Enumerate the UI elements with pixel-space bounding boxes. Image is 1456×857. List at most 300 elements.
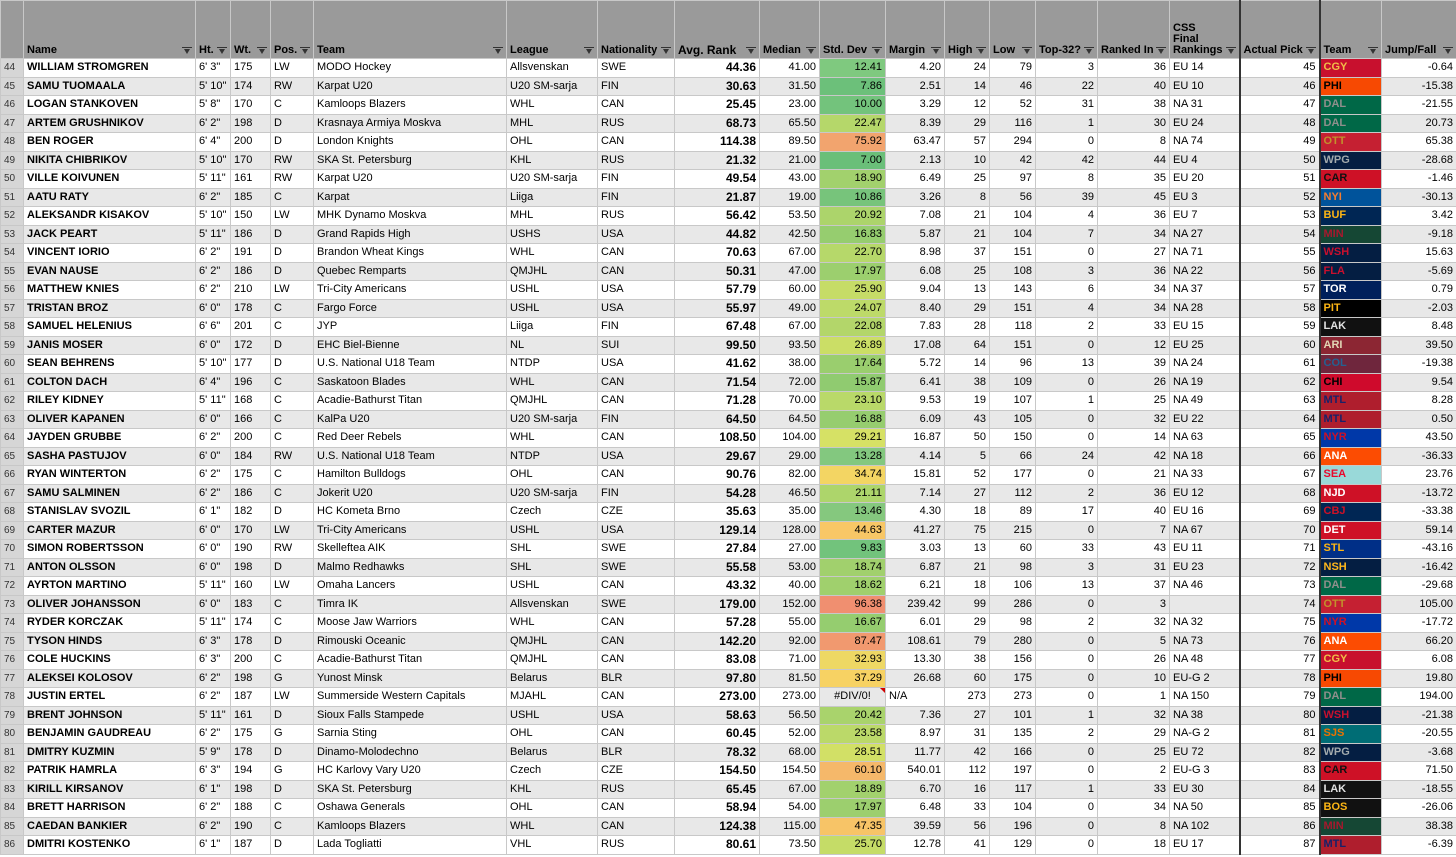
margin-cell[interactable]: 3.03 [886, 540, 945, 559]
filter-icon[interactable] [746, 47, 756, 55]
css-ranking-cell[interactable]: EU 24 [1170, 114, 1240, 133]
high-cell[interactable]: 25 [945, 170, 990, 189]
position-cell[interactable]: G [271, 725, 314, 744]
avg-rank-cell[interactable]: 71.54 [675, 373, 760, 392]
league-cell[interactable]: VHL [507, 836, 598, 855]
top32-cell[interactable]: 13 [1036, 577, 1098, 596]
median-cell[interactable]: 53.50 [760, 207, 820, 226]
ranked-in-cell[interactable]: 29 [1098, 725, 1170, 744]
height-cell[interactable]: 6' 3" [196, 651, 231, 670]
high-cell[interactable]: 27 [945, 706, 990, 725]
actual-pick-cell[interactable]: 56 [1240, 262, 1320, 281]
draft-team-cell[interactable]: OTT [1320, 595, 1382, 614]
draft-team-cell[interactable]: DET [1320, 521, 1382, 540]
position-cell[interactable]: C [271, 651, 314, 670]
league-cell[interactable]: U20 SM-sarja [507, 484, 598, 503]
low-cell[interactable]: 112 [990, 484, 1036, 503]
league-cell[interactable]: U20 SM-sarja [507, 410, 598, 429]
top32-cell[interactable]: 3 [1036, 59, 1098, 78]
avg-rank-cell[interactable]: 142.20 [675, 632, 760, 651]
junior-team-cell[interactable]: Omaha Lancers [314, 577, 507, 596]
league-cell[interactable]: USHS [507, 225, 598, 244]
junior-team-cell[interactable]: Hamilton Bulldogs [314, 466, 507, 485]
league-cell[interactable]: USHL [507, 521, 598, 540]
jump-fall-cell[interactable]: -5.69 [1382, 262, 1456, 281]
std-dev-cell[interactable]: 7.86 [820, 77, 886, 96]
league-cell[interactable]: QMJHL [507, 632, 598, 651]
high-cell[interactable]: 13 [945, 540, 990, 559]
player-name-cell[interactable]: JAYDEN GRUBBE [24, 429, 196, 448]
player-name-cell[interactable]: OLIVER KAPANEN [24, 410, 196, 429]
junior-team-cell[interactable]: HC Kometa Brno [314, 503, 507, 522]
draft-team-cell[interactable]: DAL [1320, 96, 1382, 115]
table-row[interactable] [1, 188, 1456, 207]
jump-fall-cell[interactable]: -20.55 [1382, 725, 1456, 744]
junior-team-cell[interactable]: MHK Dynamo Moskva [314, 207, 507, 226]
low-cell[interactable]: 52 [990, 96, 1036, 115]
std-dev-cell[interactable]: 28.51 [820, 743, 886, 762]
table-row[interactable] [1, 262, 1456, 281]
avg-rank-cell[interactable]: 30.63 [675, 77, 760, 96]
ranked-in-cell[interactable]: 37 [1098, 577, 1170, 596]
jump-fall-cell[interactable]: -15.38 [1382, 77, 1456, 96]
avg-rank-cell[interactable]: 273.00 [675, 688, 760, 707]
table-row[interactable] [1, 392, 1456, 411]
junior-team-cell[interactable]: Karpat U20 [314, 77, 507, 96]
margin-cell[interactable]: 2.13 [886, 151, 945, 170]
jump-fall-cell[interactable]: 71.50 [1382, 762, 1456, 781]
junior-team-cell[interactable]: Saskatoon Blades [314, 373, 507, 392]
row-number-cell[interactable]: 85 [1, 817, 24, 836]
css-ranking-cell[interactable]: EU 25 [1170, 336, 1240, 355]
league-cell[interactable]: WHL [507, 817, 598, 836]
top32-cell[interactable]: 4 [1036, 299, 1098, 318]
median-cell[interactable]: 27.00 [760, 540, 820, 559]
table-row[interactable] [1, 651, 1456, 670]
draft-team-cell[interactable]: WPG [1320, 151, 1382, 170]
table-row[interactable] [1, 77, 1456, 96]
nationality-cell[interactable]: USA [598, 706, 675, 725]
height-cell[interactable]: 6' 2" [196, 688, 231, 707]
css-ranking-cell[interactable]: NA-G 2 [1170, 725, 1240, 744]
margin-cell[interactable]: 3.26 [886, 188, 945, 207]
nationality-cell[interactable]: CAN [598, 262, 675, 281]
css-ranking-cell[interactable]: EU-G 3 [1170, 762, 1240, 781]
nationality-cell[interactable]: CZE [598, 503, 675, 522]
filter-icon[interactable] [217, 47, 227, 55]
jump-fall-cell[interactable]: -30.13 [1382, 188, 1456, 207]
position-cell[interactable]: C [271, 614, 314, 633]
position-cell[interactable]: RW [271, 540, 314, 559]
margin-cell[interactable]: 239.42 [886, 595, 945, 614]
player-name-cell[interactable]: VINCENT IORIO [24, 244, 196, 263]
high-cell[interactable]: 29 [945, 299, 990, 318]
median-cell[interactable]: 43.00 [760, 170, 820, 189]
position-cell[interactable]: G [271, 762, 314, 781]
std-dev-cell[interactable]: 10.86 [820, 188, 886, 207]
league-cell[interactable]: OHL [507, 133, 598, 152]
top32-cell[interactable]: 6 [1036, 281, 1098, 300]
jump-fall-cell[interactable]: -28.68 [1382, 151, 1456, 170]
height-cell[interactable]: 6' 2" [196, 725, 231, 744]
position-cell[interactable]: D [271, 743, 314, 762]
weight-cell[interactable]: 182 [231, 503, 271, 522]
std-dev-cell[interactable]: 26.89 [820, 336, 886, 355]
player-name-cell[interactable]: RILEY KIDNEY [24, 392, 196, 411]
junior-team-cell[interactable]: Summerside Western Capitals [314, 688, 507, 707]
actual-pick-cell[interactable]: 82 [1240, 743, 1320, 762]
nationality-cell[interactable]: RUS [598, 836, 675, 855]
margin-cell[interactable]: 9.04 [886, 281, 945, 300]
weight-cell[interactable]: 175 [231, 466, 271, 485]
row-number-cell[interactable]: 49 [1, 151, 24, 170]
margin-cell[interactable]: 540.01 [886, 762, 945, 781]
ranked-in-cell[interactable]: 2 [1098, 762, 1170, 781]
actual-pick-cell[interactable]: 83 [1240, 762, 1320, 781]
nationality-cell[interactable]: SWE [598, 558, 675, 577]
height-cell[interactable]: 6' 1" [196, 503, 231, 522]
actual-pick-cell[interactable]: 55 [1240, 244, 1320, 263]
row-number-cell[interactable]: 56 [1, 281, 24, 300]
margin-cell[interactable]: 11.77 [886, 743, 945, 762]
jump-fall-cell[interactable]: 19.80 [1382, 669, 1456, 688]
draft-team-cell[interactable]: TOR [1320, 281, 1382, 300]
height-cell[interactable]: 6' 0" [196, 595, 231, 614]
player-name-cell[interactable]: ALEKSEI KOLOSOV [24, 669, 196, 688]
jump-fall-cell[interactable]: 38.38 [1382, 817, 1456, 836]
nationality-cell[interactable]: CAN [598, 614, 675, 633]
avg-rank-cell[interactable]: 54.28 [675, 484, 760, 503]
league-cell[interactable]: Belarus [507, 743, 598, 762]
table-row[interactable] [1, 558, 1456, 577]
weight-cell[interactable]: 187 [231, 688, 271, 707]
junior-team-cell[interactable]: Oshawa Generals [314, 799, 507, 818]
weight-cell[interactable]: 201 [231, 318, 271, 337]
margin-cell[interactable]: 17.08 [886, 336, 945, 355]
ranked-in-cell[interactable]: 10 [1098, 669, 1170, 688]
actual-pick-cell[interactable]: 51 [1240, 170, 1320, 189]
std-dev-cell[interactable]: 96.38 [820, 595, 886, 614]
std-dev-cell[interactable]: 13.46 [820, 503, 886, 522]
junior-team-cell[interactable]: SKA St. Petersburg [314, 780, 507, 799]
avg-rank-cell[interactable]: 58.63 [675, 706, 760, 725]
nationality-cell[interactable]: CAN [598, 133, 675, 152]
weight-cell[interactable]: 150 [231, 207, 271, 226]
top32-cell[interactable]: 0 [1036, 133, 1098, 152]
std-dev-cell[interactable]: 23.58 [820, 725, 886, 744]
margin-cell[interactable]: 6.41 [886, 373, 945, 392]
jump-fall-cell[interactable]: -6.39 [1382, 836, 1456, 855]
row-number-cell[interactable]: 63 [1, 410, 24, 429]
top32-cell[interactable]: 0 [1036, 836, 1098, 855]
filter-icon[interactable] [493, 47, 503, 55]
table-row[interactable] [1, 225, 1456, 244]
ranked-in-cell[interactable]: 33 [1098, 780, 1170, 799]
weight-cell[interactable]: 174 [231, 77, 271, 96]
player-name-cell[interactable]: SEAN BEHRENS [24, 355, 196, 374]
player-name-cell[interactable]: KIRILL KIRSANOV [24, 780, 196, 799]
junior-team-cell[interactable]: Tri-City Americans [314, 281, 507, 300]
player-name-cell[interactable]: JUSTIN ERTEL [24, 688, 196, 707]
height-cell[interactable]: 6' 0" [196, 558, 231, 577]
player-name-cell[interactable]: SASHA PASTUJOV [24, 447, 196, 466]
margin-cell[interactable]: 6.01 [886, 614, 945, 633]
median-cell[interactable]: 41.00 [760, 59, 820, 78]
margin-cell[interactable]: 8.98 [886, 244, 945, 263]
position-cell[interactable]: D [271, 225, 314, 244]
header-name[interactable]: Name [24, 1, 196, 59]
junior-team-cell[interactable]: Fargo Force [314, 299, 507, 318]
player-name-cell[interactable]: PATRIK HAMRLA [24, 762, 196, 781]
draft-team-cell[interactable]: CHI [1320, 373, 1382, 392]
height-cell[interactable]: 6' 2" [196, 244, 231, 263]
css-ranking-cell[interactable]: NA 33 [1170, 466, 1240, 485]
weight-cell[interactable]: 200 [231, 133, 271, 152]
low-cell[interactable]: 101 [990, 706, 1036, 725]
weight-cell[interactable]: 198 [231, 669, 271, 688]
jump-fall-cell[interactable]: 0.79 [1382, 281, 1456, 300]
low-cell[interactable]: 294 [990, 133, 1036, 152]
margin-cell[interactable]: 6.08 [886, 262, 945, 281]
margin-cell[interactable]: 4.20 [886, 59, 945, 78]
median-cell[interactable]: 65.50 [760, 114, 820, 133]
top32-cell[interactable]: 1 [1036, 114, 1098, 133]
median-cell[interactable]: 52.00 [760, 725, 820, 744]
actual-pick-cell[interactable]: 60 [1240, 336, 1320, 355]
nationality-cell[interactable]: RUS [598, 207, 675, 226]
jump-fall-cell[interactable]: 194.00 [1382, 688, 1456, 707]
position-cell[interactable]: LW [271, 688, 314, 707]
nationality-cell[interactable]: CAN [598, 429, 675, 448]
low-cell[interactable]: 79 [990, 59, 1036, 78]
top32-cell[interactable]: 42 [1036, 151, 1098, 170]
css-ranking-cell[interactable]: NA 19 [1170, 373, 1240, 392]
ranked-in-cell[interactable]: 36 [1098, 59, 1170, 78]
avg-rank-cell[interactable]: 57.28 [675, 614, 760, 633]
draft-team-cell[interactable]: COL [1320, 355, 1382, 374]
position-cell[interactable]: C [271, 373, 314, 392]
weight-cell[interactable]: 190 [231, 540, 271, 559]
junior-team-cell[interactable]: Lada Togliatti [314, 836, 507, 855]
high-cell[interactable]: 19 [945, 392, 990, 411]
draft-team-cell[interactable]: STL [1320, 540, 1382, 559]
top32-cell[interactable]: 0 [1036, 669, 1098, 688]
header-height[interactable]: Ht. [196, 1, 231, 59]
high-cell[interactable]: 43 [945, 410, 990, 429]
margin-cell[interactable]: 4.30 [886, 503, 945, 522]
median-cell[interactable]: 154.50 [760, 762, 820, 781]
header-median[interactable]: Median [760, 1, 820, 59]
junior-team-cell[interactable]: Tri-City Americans [314, 521, 507, 540]
high-cell[interactable]: 25 [945, 262, 990, 281]
position-cell[interactable]: RW [271, 151, 314, 170]
median-cell[interactable]: 67.00 [760, 318, 820, 337]
junior-team-cell[interactable]: KalPa U20 [314, 410, 507, 429]
low-cell[interactable]: 104 [990, 799, 1036, 818]
std-dev-cell[interactable]: 25.90 [820, 281, 886, 300]
jump-fall-cell[interactable]: 59.14 [1382, 521, 1456, 540]
position-cell[interactable]: LW [271, 521, 314, 540]
top32-cell[interactable]: 0 [1036, 817, 1098, 836]
position-cell[interactable]: C [271, 188, 314, 207]
std-dev-cell[interactable]: 18.89 [820, 780, 886, 799]
player-name-cell[interactable]: MATTHEW KNIES [24, 281, 196, 300]
high-cell[interactable]: 37 [945, 244, 990, 263]
weight-cell[interactable]: 210 [231, 281, 271, 300]
low-cell[interactable]: 109 [990, 373, 1036, 392]
league-cell[interactable]: MHL [507, 207, 598, 226]
row-number-cell[interactable]: 54 [1, 244, 24, 263]
junior-team-cell[interactable]: Yunost Minsk [314, 669, 507, 688]
high-cell[interactable]: 112 [945, 762, 990, 781]
median-cell[interactable]: 23.00 [760, 96, 820, 115]
actual-pick-cell[interactable]: 69 [1240, 503, 1320, 522]
std-dev-cell[interactable]: 25.70 [820, 836, 886, 855]
margin-cell[interactable]: 6.09 [886, 410, 945, 429]
margin-cell[interactable]: 6.21 [886, 577, 945, 596]
league-cell[interactable]: QMJHL [507, 392, 598, 411]
header-std-dev[interactable]: Std. Dev [820, 1, 886, 59]
table-row[interactable] [1, 540, 1456, 559]
height-cell[interactable]: 5' 11" [196, 577, 231, 596]
std-dev-cell[interactable]: 16.67 [820, 614, 886, 633]
top32-cell[interactable]: 0 [1036, 373, 1098, 392]
median-cell[interactable]: 38.00 [760, 355, 820, 374]
css-ranking-cell[interactable]: NA 27 [1170, 225, 1240, 244]
row-number-cell[interactable]: 81 [1, 743, 24, 762]
top32-cell[interactable]: 33 [1036, 540, 1098, 559]
actual-pick-cell[interactable]: 67 [1240, 466, 1320, 485]
junior-team-cell[interactable]: Karpat [314, 188, 507, 207]
weight-cell[interactable]: 178 [231, 299, 271, 318]
header-jump-fall[interactable]: Jump/Fall [1382, 1, 1456, 59]
low-cell[interactable]: 156 [990, 651, 1036, 670]
height-cell[interactable]: 6' 0" [196, 447, 231, 466]
height-cell[interactable]: 6' 2" [196, 114, 231, 133]
ranked-in-cell[interactable]: 12 [1098, 336, 1170, 355]
median-cell[interactable]: 81.50 [760, 669, 820, 688]
top32-cell[interactable]: 0 [1036, 743, 1098, 762]
std-dev-cell[interactable]: 7.00 [820, 151, 886, 170]
margin-cell[interactable]: 3.29 [886, 96, 945, 115]
position-cell[interactable]: D [271, 836, 314, 855]
league-cell[interactable]: U20 SM-sarja [507, 77, 598, 96]
margin-cell[interactable]: 15.81 [886, 466, 945, 485]
median-cell[interactable]: 93.50 [760, 336, 820, 355]
draft-team-cell[interactable]: MIN [1320, 817, 1382, 836]
actual-pick-cell[interactable]: 57 [1240, 281, 1320, 300]
median-cell[interactable]: 56.50 [760, 706, 820, 725]
draft-team-cell[interactable]: NYR [1320, 429, 1382, 448]
height-cell[interactable]: 6' 2" [196, 262, 231, 281]
draft-team-cell[interactable]: CGY [1320, 651, 1382, 670]
actual-pick-cell[interactable]: 54 [1240, 225, 1320, 244]
weight-cell[interactable]: 190 [231, 817, 271, 836]
std-dev-cell[interactable]: 24.07 [820, 299, 886, 318]
jump-fall-cell[interactable]: 20.73 [1382, 114, 1456, 133]
top32-cell[interactable]: 24 [1036, 447, 1098, 466]
header-league[interactable]: League [507, 1, 598, 59]
junior-team-cell[interactable]: Kamloops Blazers [314, 817, 507, 836]
row-number-cell[interactable]: 45 [1, 77, 24, 96]
ranked-in-cell[interactable]: 34 [1098, 299, 1170, 318]
league-cell[interactable]: SHL [507, 558, 598, 577]
draft-team-cell[interactable]: WPG [1320, 743, 1382, 762]
jump-fall-cell[interactable]: -9.18 [1382, 225, 1456, 244]
top32-cell[interactable]: 0 [1036, 410, 1098, 429]
junior-team-cell[interactable]: Skelleftea AIK [314, 540, 507, 559]
player-name-cell[interactable]: STANISLAV SVOZIL [24, 503, 196, 522]
height-cell[interactable]: 5' 10" [196, 355, 231, 374]
row-number-cell[interactable]: 66 [1, 466, 24, 485]
top32-cell[interactable]: 8 [1036, 170, 1098, 189]
top32-cell[interactable]: 0 [1036, 632, 1098, 651]
player-name-cell[interactable]: LOGAN STANKOVEN [24, 96, 196, 115]
low-cell[interactable]: 56 [990, 188, 1036, 207]
draft-team-cell[interactable]: LAK [1320, 780, 1382, 799]
position-cell[interactable]: D [271, 706, 314, 725]
jump-fall-cell[interactable]: -13.72 [1382, 484, 1456, 503]
position-cell[interactable]: D [271, 558, 314, 577]
junior-team-cell[interactable]: Quebec Remparts [314, 262, 507, 281]
player-name-cell[interactable]: BEN ROGER [24, 133, 196, 152]
height-cell[interactable]: 6' 0" [196, 521, 231, 540]
nationality-cell[interactable]: CAN [598, 799, 675, 818]
css-ranking-cell[interactable]: EU 23 [1170, 558, 1240, 577]
nationality-cell[interactable]: RUS [598, 114, 675, 133]
avg-rank-cell[interactable]: 71.28 [675, 392, 760, 411]
row-number-cell[interactable]: 60 [1, 355, 24, 374]
top32-cell[interactable]: 0 [1036, 799, 1098, 818]
top32-cell[interactable]: 0 [1036, 466, 1098, 485]
nationality-cell[interactable]: CAN [598, 632, 675, 651]
actual-pick-cell[interactable]: 78 [1240, 669, 1320, 688]
top32-cell[interactable]: 0 [1036, 521, 1098, 540]
junior-team-cell[interactable]: London Knights [314, 133, 507, 152]
avg-rank-cell[interactable]: 21.87 [675, 188, 760, 207]
row-number-cell[interactable]: 71 [1, 558, 24, 577]
header-actual-pick[interactable]: Actual Pick [1240, 1, 1320, 59]
junior-team-cell[interactable]: Rimouski Oceanic [314, 632, 507, 651]
nationality-cell[interactable]: SUI [598, 336, 675, 355]
avg-rank-cell[interactable]: 55.97 [675, 299, 760, 318]
row-number-cell[interactable]: 52 [1, 207, 24, 226]
css-ranking-cell[interactable]: NA 22 [1170, 262, 1240, 281]
jump-fall-cell[interactable]: 23.76 [1382, 466, 1456, 485]
ranked-in-cell[interactable]: 32 [1098, 410, 1170, 429]
league-cell[interactable]: U20 SM-sarja [507, 170, 598, 189]
table-row[interactable] [1, 151, 1456, 170]
css-ranking-cell[interactable]: NA 50 [1170, 799, 1240, 818]
junior-team-cell[interactable]: Grand Rapids High [314, 225, 507, 244]
table-row[interactable] [1, 373, 1456, 392]
top32-cell[interactable]: 1 [1036, 780, 1098, 799]
high-cell[interactable]: 99 [945, 595, 990, 614]
player-name-cell[interactable]: TYSON HINDS [24, 632, 196, 651]
weight-cell[interactable]: 200 [231, 651, 271, 670]
median-cell[interactable]: 72.00 [760, 373, 820, 392]
median-cell[interactable]: 71.00 [760, 651, 820, 670]
row-number-cell[interactable]: 83 [1, 780, 24, 799]
jump-fall-cell[interactable]: -19.38 [1382, 355, 1456, 374]
height-cell[interactable]: 5' 11" [196, 225, 231, 244]
low-cell[interactable]: 98 [990, 614, 1036, 633]
row-number-cell[interactable]: 82 [1, 762, 24, 781]
player-name-cell[interactable]: BENJAMIN GAUDREAU [24, 725, 196, 744]
height-cell[interactable]: 6' 3" [196, 762, 231, 781]
player-name-cell[interactable]: ARTEM GRUSHNIKOV [24, 114, 196, 133]
player-name-cell[interactable]: WILLIAM STROMGREN [24, 59, 196, 78]
